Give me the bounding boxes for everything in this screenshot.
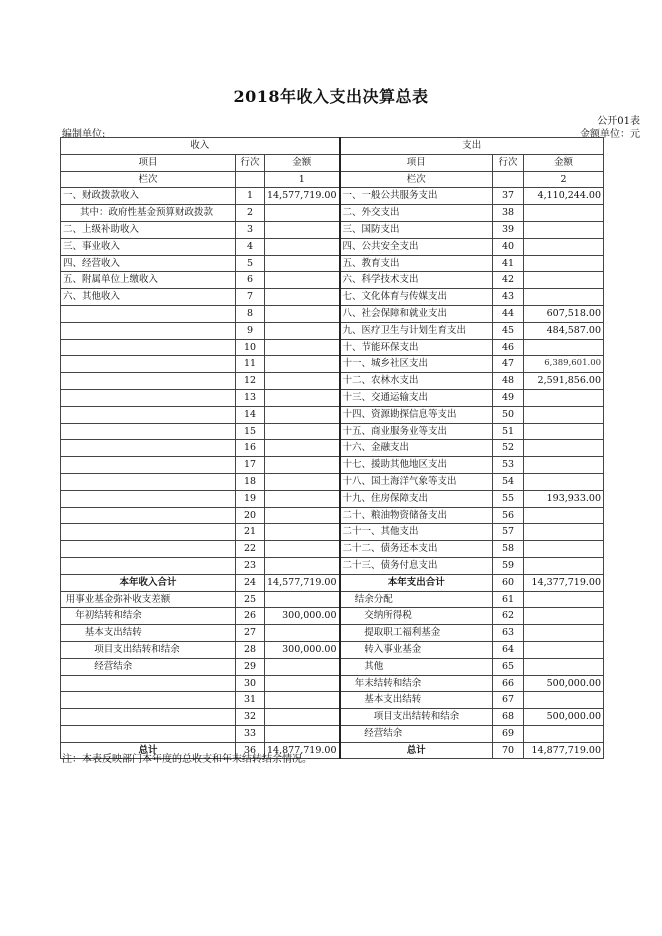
income-amount bbox=[265, 490, 340, 507]
income-item: 用事业基金弥补收支差额 bbox=[61, 591, 236, 608]
income-amount bbox=[265, 205, 340, 222]
table-row bbox=[61, 205, 604, 222]
expense-item: 十五、商业服务业等支出 bbox=[340, 423, 493, 440]
expense-amount bbox=[524, 692, 604, 709]
expense-row-number: 66 bbox=[493, 675, 524, 692]
income-row-number: 10 bbox=[236, 339, 265, 356]
income-item: 总计 bbox=[61, 742, 236, 759]
income-item: 基本支出结转 bbox=[61, 625, 236, 642]
expense-amount: 4,110,244.00 bbox=[524, 188, 604, 205]
income-colno-empty bbox=[236, 171, 265, 188]
income-row-number: 3 bbox=[236, 221, 265, 238]
table-row bbox=[61, 473, 604, 490]
income-amount bbox=[265, 591, 340, 608]
income-item: 三、事业收入 bbox=[61, 238, 236, 255]
income-row-number: 23 bbox=[236, 557, 265, 574]
table-row bbox=[61, 255, 604, 272]
table-row bbox=[61, 188, 604, 205]
table-row bbox=[61, 658, 604, 675]
expense-amount: 14,877,719.00 bbox=[524, 742, 604, 759]
expense-row-number: 65 bbox=[493, 658, 524, 675]
income-row-number: 2 bbox=[236, 205, 265, 222]
header-row-columns bbox=[61, 154, 604, 171]
income-amount bbox=[265, 389, 340, 406]
income-row-number: 27 bbox=[236, 625, 265, 642]
expense-item: 项目支出结转和结余 bbox=[340, 709, 493, 726]
income-item bbox=[61, 322, 236, 339]
expense-row-number: 60 bbox=[493, 574, 524, 591]
income-item bbox=[61, 473, 236, 490]
income-item bbox=[61, 457, 236, 474]
expense-item: 十一、城乡社区支出 bbox=[340, 356, 493, 373]
income-amount: 300,000.00 bbox=[265, 641, 340, 658]
income-amount: 14,877,719.00 bbox=[265, 742, 340, 759]
expense-item: 经营结余 bbox=[340, 725, 493, 742]
expense-row-number: 47 bbox=[493, 356, 524, 373]
expense-item: 七、文化体育与传媒支出 bbox=[340, 289, 493, 306]
income-amount bbox=[265, 339, 340, 356]
income-row-number: 18 bbox=[236, 473, 265, 490]
org-label: 编制单位: bbox=[62, 129, 106, 140]
table-row bbox=[61, 591, 604, 608]
expense-amount bbox=[524, 289, 604, 306]
table-row bbox=[61, 289, 604, 306]
table-row bbox=[61, 692, 604, 709]
form-number: 公开01表 bbox=[597, 116, 640, 127]
income-amount: 300,000.00 bbox=[265, 608, 340, 625]
income-item: 项目支出结转和结余 bbox=[61, 641, 236, 658]
expense-amount bbox=[524, 406, 604, 423]
income-row-number: 31 bbox=[236, 692, 265, 709]
expense-amount: 2,591,856.00 bbox=[524, 373, 604, 390]
table-row bbox=[61, 339, 604, 356]
expense-item: 本年支出合计 bbox=[340, 574, 493, 591]
expense-row-number: 69 bbox=[493, 725, 524, 742]
income-amount bbox=[265, 473, 340, 490]
income-item bbox=[61, 524, 236, 541]
expense-row-number: 48 bbox=[493, 373, 524, 390]
income-amount bbox=[265, 272, 340, 289]
income-amount: 14,577,719.00 bbox=[265, 574, 340, 591]
expense-amount: 607,518.00 bbox=[524, 305, 604, 322]
expense-row-number: 45 bbox=[493, 322, 524, 339]
expense-amount bbox=[524, 625, 604, 642]
income-amount bbox=[265, 440, 340, 457]
table-row bbox=[61, 389, 604, 406]
income-item bbox=[61, 557, 236, 574]
income-amount bbox=[265, 709, 340, 726]
income-amount bbox=[265, 255, 340, 272]
expense-amount: 500,000.00 bbox=[524, 675, 604, 692]
income-item bbox=[61, 440, 236, 457]
income-row-number: 17 bbox=[236, 457, 265, 474]
income-row-number: 24 bbox=[236, 574, 265, 591]
table-row bbox=[61, 490, 604, 507]
table-row bbox=[61, 406, 604, 423]
expense-amount: 484,587.00 bbox=[524, 322, 604, 339]
income-amount bbox=[265, 675, 340, 692]
expense-amount bbox=[524, 541, 604, 558]
income-row-number: 32 bbox=[236, 709, 265, 726]
income-row-number: 21 bbox=[236, 524, 265, 541]
expense-item: 交纳所得税 bbox=[340, 608, 493, 625]
expense-row-number: 68 bbox=[493, 709, 524, 726]
expense-row-number: 63 bbox=[493, 625, 524, 642]
income-amount bbox=[265, 507, 340, 524]
income-amount bbox=[265, 457, 340, 474]
expense-amount-header: 金额 bbox=[524, 154, 604, 171]
expense-row-number: 53 bbox=[493, 457, 524, 474]
expense-item: 结余分配 bbox=[340, 591, 493, 608]
expense-header: 支出 bbox=[340, 138, 604, 155]
income-row-number: 29 bbox=[236, 658, 265, 675]
expense-item: 提取职工福利基金 bbox=[340, 625, 493, 642]
income-item: 本年收入合计 bbox=[61, 574, 236, 591]
income-row-number: 19 bbox=[236, 490, 265, 507]
expense-amount bbox=[524, 507, 604, 524]
expense-row-number: 61 bbox=[493, 591, 524, 608]
expense-amount bbox=[524, 389, 604, 406]
income-item bbox=[61, 709, 236, 726]
income-item: 五、附属单位上缴收入 bbox=[61, 272, 236, 289]
expense-item: 十九、住房保障支出 bbox=[340, 490, 493, 507]
table-row bbox=[61, 272, 604, 289]
expense-amount: 500,000.00 bbox=[524, 709, 604, 726]
table-row bbox=[61, 709, 604, 726]
income-item: 二、上级补助收入 bbox=[61, 221, 236, 238]
table-row bbox=[61, 238, 604, 255]
expense-amount bbox=[524, 272, 604, 289]
income-row-number: 36 bbox=[236, 742, 265, 759]
income-item: 其中：政府性基金预算财政拨款 bbox=[61, 205, 236, 222]
expense-row-number: 67 bbox=[493, 692, 524, 709]
income-item bbox=[61, 305, 236, 322]
income-amount-header: 金额 bbox=[265, 154, 340, 171]
income-row-number: 28 bbox=[236, 641, 265, 658]
table-row bbox=[61, 221, 604, 238]
expense-colno-label: 栏次 bbox=[340, 171, 493, 188]
expense-amount bbox=[524, 608, 604, 625]
income-colno-value: 1 bbox=[265, 171, 340, 188]
income-item bbox=[61, 725, 236, 742]
income-header: 收入 bbox=[61, 138, 340, 155]
expense-amount: 6,389,601.00 bbox=[524, 356, 604, 373]
expense-amount bbox=[524, 557, 604, 574]
expense-amount bbox=[524, 440, 604, 457]
expense-row-number: 38 bbox=[493, 205, 524, 222]
income-amount bbox=[265, 305, 340, 322]
table-row bbox=[61, 557, 604, 574]
income-item: 一、财政拨款收入 bbox=[61, 188, 236, 205]
expense-amount bbox=[524, 221, 604, 238]
income-item bbox=[61, 389, 236, 406]
expense-item: 转入事业基金 bbox=[340, 641, 493, 658]
expense-amount bbox=[524, 641, 604, 658]
expense-row-number: 55 bbox=[493, 490, 524, 507]
expense-item: 二、外交支出 bbox=[340, 205, 493, 222]
expense-amount bbox=[524, 591, 604, 608]
income-row-number: 1 bbox=[236, 188, 265, 205]
expense-item: 十、节能环保支出 bbox=[340, 339, 493, 356]
expense-item: 四、公共安全支出 bbox=[340, 238, 493, 255]
unit-label: 金额单位：元 bbox=[580, 129, 640, 140]
expense-item: 十七、援助其他地区支出 bbox=[340, 457, 493, 474]
expense-row-number: 51 bbox=[493, 423, 524, 440]
table-row bbox=[61, 625, 604, 642]
income-row-number: 9 bbox=[236, 322, 265, 339]
income-item: 经营结余 bbox=[61, 658, 236, 675]
expense-amount: 14,377,719.00 bbox=[524, 574, 604, 591]
income-item: 六、其他收入 bbox=[61, 289, 236, 306]
income-item bbox=[61, 692, 236, 709]
income-amount bbox=[265, 322, 340, 339]
expense-item: 十八、国土海洋气象等支出 bbox=[340, 473, 493, 490]
expense-item: 总计 bbox=[340, 742, 493, 759]
income-item bbox=[61, 406, 236, 423]
table-row bbox=[61, 675, 604, 692]
income-amount bbox=[265, 221, 340, 238]
expense-item: 三、国防支出 bbox=[340, 221, 493, 238]
income-item bbox=[61, 675, 236, 692]
income-amount bbox=[265, 289, 340, 306]
income-item bbox=[61, 339, 236, 356]
expense-item: 二十三、债务付息支出 bbox=[340, 557, 493, 574]
expense-row-number: 41 bbox=[493, 255, 524, 272]
income-item bbox=[61, 490, 236, 507]
income-row-number: 5 bbox=[236, 255, 265, 272]
income-amount: 14,577,719.00 bbox=[265, 188, 340, 205]
income-item-header: 项目 bbox=[61, 154, 236, 171]
footnote: 注：本表反映部门本年度的总收支和年末结转结余情况。 bbox=[62, 754, 312, 765]
expense-item: 十六、金融支出 bbox=[340, 440, 493, 457]
expense-amount bbox=[524, 339, 604, 356]
expense-amount: 193,933.00 bbox=[524, 490, 604, 507]
table-row bbox=[61, 440, 604, 457]
expense-amount bbox=[524, 205, 604, 222]
income-row-number: 33 bbox=[236, 725, 265, 742]
table-row bbox=[61, 541, 604, 558]
income-row-number: 22 bbox=[236, 541, 265, 558]
income-item: 四、经营收入 bbox=[61, 255, 236, 272]
expense-item-header: 项目 bbox=[340, 154, 493, 171]
expense-row-number: 44 bbox=[493, 305, 524, 322]
income-row-number: 6 bbox=[236, 272, 265, 289]
expense-row-number: 64 bbox=[493, 641, 524, 658]
expense-row-number: 70 bbox=[493, 742, 524, 759]
income-row-number: 16 bbox=[236, 440, 265, 457]
expense-amount bbox=[524, 524, 604, 541]
expense-row-number: 62 bbox=[493, 608, 524, 625]
expense-amount bbox=[524, 725, 604, 742]
table-row bbox=[61, 373, 604, 390]
expense-item: 五、教育支出 bbox=[340, 255, 493, 272]
expense-row-number: 46 bbox=[493, 339, 524, 356]
expense-row-number: 52 bbox=[493, 440, 524, 457]
expense-amount bbox=[524, 457, 604, 474]
table-row bbox=[61, 457, 604, 474]
table-row bbox=[61, 356, 604, 373]
expense-row-number: 58 bbox=[493, 541, 524, 558]
table-row bbox=[61, 423, 604, 440]
expense-amount bbox=[524, 238, 604, 255]
expense-amount bbox=[524, 423, 604, 440]
expense-row-number: 59 bbox=[493, 557, 524, 574]
expense-item: 六、科学技术支出 bbox=[340, 272, 493, 289]
expense-amount bbox=[524, 255, 604, 272]
expense-amount bbox=[524, 473, 604, 490]
income-row-number: 20 bbox=[236, 507, 265, 524]
income-amount bbox=[265, 238, 340, 255]
income-amount bbox=[265, 658, 340, 675]
income-amount bbox=[265, 373, 340, 390]
income-row-number: 14 bbox=[236, 406, 265, 423]
expense-row-number: 57 bbox=[493, 524, 524, 541]
income-item bbox=[61, 507, 236, 524]
table-row bbox=[61, 641, 604, 658]
expense-rowno-header: 行次 bbox=[493, 154, 524, 171]
income-row-number: 7 bbox=[236, 289, 265, 306]
header-row-section bbox=[61, 138, 604, 155]
table-row bbox=[61, 725, 604, 742]
expense-row-number: 40 bbox=[493, 238, 524, 255]
income-item bbox=[61, 373, 236, 390]
expense-item: 十三、交通运输支出 bbox=[340, 389, 493, 406]
expense-item: 十四、资源勘探信息等支出 bbox=[340, 406, 493, 423]
expense-amount bbox=[524, 658, 604, 675]
income-item: 年初结转和结余 bbox=[61, 608, 236, 625]
expense-colno-empty bbox=[493, 171, 524, 188]
income-row-number: 15 bbox=[236, 423, 265, 440]
income-item bbox=[61, 423, 236, 440]
expense-row-number: 43 bbox=[493, 289, 524, 306]
expense-item: 九、医疗卫生与计划生育支出 bbox=[340, 322, 493, 339]
income-amount bbox=[265, 406, 340, 423]
header-row-colno bbox=[61, 171, 604, 188]
table-row bbox=[61, 507, 604, 524]
table-row bbox=[61, 574, 604, 591]
report-title: 2018年收入支出决算总表 bbox=[233, 87, 429, 106]
expense-row-number: 37 bbox=[493, 188, 524, 205]
income-amount bbox=[265, 356, 340, 373]
expense-item: 二十二、债务还本支出 bbox=[340, 541, 493, 558]
income-amount bbox=[265, 557, 340, 574]
income-row-number: 25 bbox=[236, 591, 265, 608]
income-amount bbox=[265, 541, 340, 558]
income-row-number: 8 bbox=[236, 305, 265, 322]
income-row-number: 11 bbox=[236, 356, 265, 373]
expense-row-number: 54 bbox=[493, 473, 524, 490]
expense-item: 基本支出结转 bbox=[340, 692, 493, 709]
income-amount bbox=[265, 524, 340, 541]
income-row-number: 26 bbox=[236, 608, 265, 625]
income-row-number: 12 bbox=[236, 373, 265, 390]
expense-row-number: 50 bbox=[493, 406, 524, 423]
expense-row-number: 39 bbox=[493, 221, 524, 238]
expense-item: 八、社会保障和就业支出 bbox=[340, 305, 493, 322]
expense-row-number: 42 bbox=[493, 272, 524, 289]
budget-table bbox=[60, 137, 604, 759]
table-row bbox=[61, 524, 604, 541]
expense-colno-value: 2 bbox=[524, 171, 604, 188]
income-amount bbox=[265, 423, 340, 440]
income-amount bbox=[265, 625, 340, 642]
table-row bbox=[61, 608, 604, 625]
expense-row-number: 56 bbox=[493, 507, 524, 524]
income-row-number: 13 bbox=[236, 389, 265, 406]
table-body bbox=[61, 138, 604, 759]
income-item bbox=[61, 541, 236, 558]
expense-item: 二十、粮油物资储备支出 bbox=[340, 507, 493, 524]
expense-item: 其他 bbox=[340, 658, 493, 675]
expense-item: 二十一、其他支出 bbox=[340, 524, 493, 541]
income-amount bbox=[265, 692, 340, 709]
income-row-number: 4 bbox=[236, 238, 265, 255]
income-amount bbox=[265, 725, 340, 742]
income-row-number: 30 bbox=[236, 675, 265, 692]
income-item bbox=[61, 356, 236, 373]
expense-item: 一、一般公共服务支出 bbox=[340, 188, 493, 205]
expense-item: 十二、农林水支出 bbox=[340, 373, 493, 390]
table-row bbox=[61, 322, 604, 339]
expense-item: 年末结转和结余 bbox=[340, 675, 493, 692]
income-rowno-header: 行次 bbox=[236, 154, 265, 171]
table-row bbox=[61, 305, 604, 322]
expense-row-number: 49 bbox=[493, 389, 524, 406]
income-colno-label: 栏次 bbox=[61, 171, 236, 188]
